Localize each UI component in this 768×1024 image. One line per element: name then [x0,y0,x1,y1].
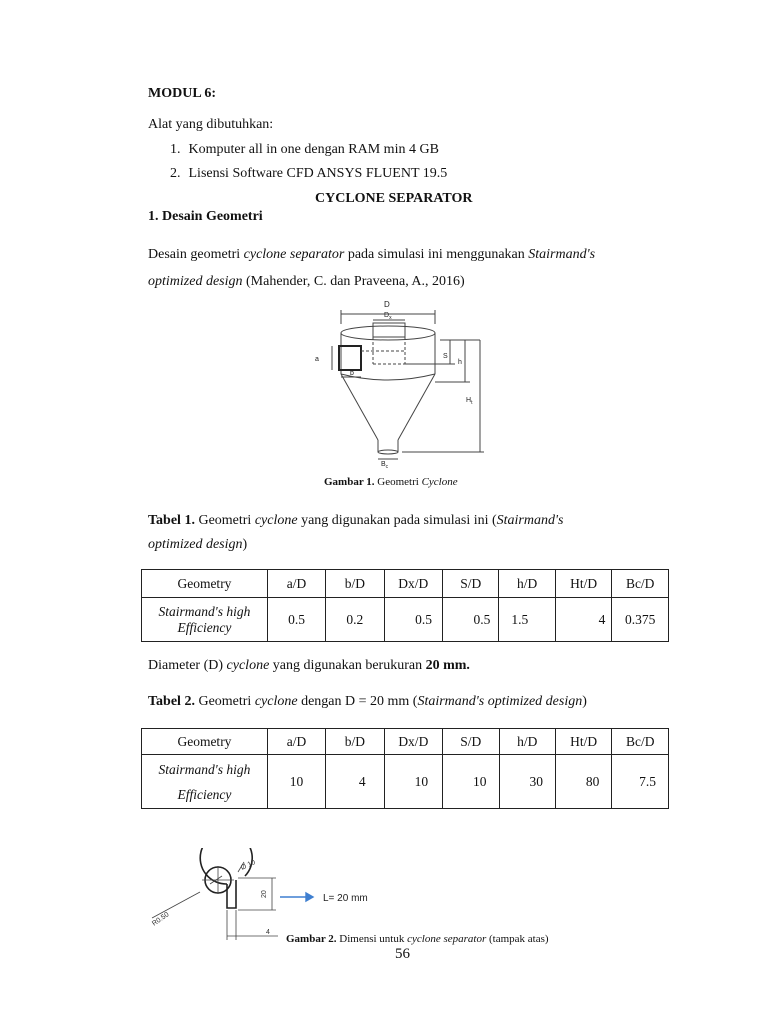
value-cell: 10 [443,755,499,809]
header-cell: Dx/D [384,570,442,598]
tool-item-1: 1. Komputer all in one dengan RAM min 4 GB [170,142,439,157]
value-cell: 7.5 [612,755,669,809]
value-cell: 10 [267,755,325,809]
header-cell: a/D [267,729,325,755]
value-cell: 0.375 [612,598,669,642]
figure-1-caption: Gambar 1. Geometri Cyclone [324,476,458,488]
header-cell: Bc/D [612,570,669,598]
dim-label-s: S [443,353,448,360]
page-heading: CYCLONE SEPARATOR [315,191,473,206]
section-title: 1. Desain Geometri [148,209,263,224]
header-cell: h/D [499,570,556,598]
intro-line-1: Desain geometri cyclone separator pada simulasi ini menggunakan Stairmand's [148,247,596,262]
dim-label-d: D [384,300,390,309]
value-cell: 0.5 [384,598,442,642]
header-cell: b/D [326,729,384,755]
header-cell: Bc/D [612,729,669,755]
module-title: MODUL 6: [148,86,217,101]
geometry-ratio-table [141,569,669,642]
header-cell: Geometry [142,570,268,598]
header-cell: Dx/D [384,729,442,755]
header-cell: S/D [443,729,499,755]
cyclone-top-view-figure [148,848,398,944]
header-cell: a/D [267,570,325,598]
dim-radius: R0.50 [151,911,171,928]
dim-label-bc: $B_c$ [381,461,389,468]
header-cell: h/D [499,729,555,755]
header-cell: Ht/D [555,570,611,598]
figure-2-caption: Gambar 2. Dimensi untuk cyclone separator (tampak atas) [286,933,549,945]
header-cell: S/D [442,570,498,598]
length-label: L= 20 mm [323,893,368,904]
value-cell: 0.5 [442,598,498,642]
value-cell: 4 [555,598,611,642]
dim-label-h: h [458,359,462,366]
tools-intro: Alat yang dibutuhkan: [148,117,274,132]
dim-4: 4 [266,929,270,936]
table-header-row [142,570,669,598]
table-1-caption-line-2: optimized design) [148,537,248,552]
geometry-dimension-table [141,728,669,809]
intro-line-2: optimized design (Mahender, C. dan Praveena, A., 2016) [148,274,465,289]
table-header-row [142,729,669,755]
cyclone-geometry-figure [310,296,490,468]
header-cell: Ht/D [555,729,611,755]
dim-label-a: a [315,356,319,363]
dim-20: 20 [261,890,268,898]
value-cell: 1.5 [499,598,556,642]
tool-item-2: 2. Lisensi Software CFD ANSYS FLUENT 19.5 [170,166,448,181]
value-cell: 0.2 [326,598,384,642]
diameter-statement: Diameter (D) cyclone yang digunakan berukuran 20 mm. [148,658,470,673]
table-2-caption: Tabel 2. Geometri cyclone dengan D = 20 mm (Stairmand's optimized design) [148,694,587,709]
table-1-caption-line-1: Tabel 1. Geometri cyclone yang digunakan pada simulasi ini (Stairmand's [148,513,564,528]
page-number: 56 [395,946,410,962]
table-row [142,755,669,809]
dim-label-b: b [350,370,354,377]
value-cell: 80 [555,755,611,809]
row-label-cell: Stairmand's high Efficiency [142,598,268,642]
dim-label-dx: $D_x$ [384,312,392,321]
table-row [142,598,669,642]
row-label-cell: Stairmand's high Efficiency [142,755,268,809]
value-cell: 30 [499,755,555,809]
value-cell: 0.5 [267,598,325,642]
value-cell: 4 [326,755,384,809]
value-cell: 10 [384,755,442,809]
dim-label-ht: $H_t$ [466,397,473,406]
header-cell: Geometry [142,729,268,755]
dim-phi-10: Ø 10 [239,859,257,872]
header-cell: b/D [326,570,384,598]
